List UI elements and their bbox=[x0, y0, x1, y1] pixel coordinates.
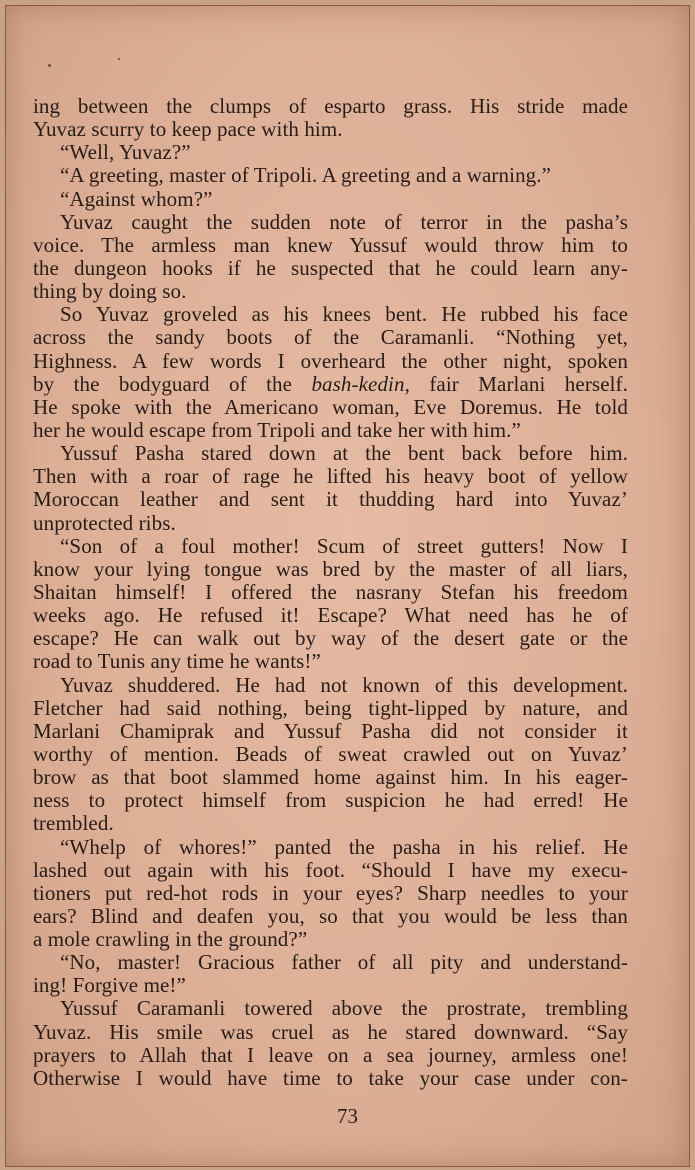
text-line: worthy of mention. Beads of sweat crawled out on Yuvaz’ bbox=[33, 741, 628, 766]
text-line: road to Tunis any time he wants!” bbox=[33, 649, 321, 674]
text-line: her he would escape from Tripoli and take her with him.” bbox=[33, 417, 521, 442]
text-line: know your lying tongue was bred by the master of all liars, bbox=[33, 556, 628, 581]
text-line: “Against whom?” bbox=[60, 186, 213, 211]
text-line: ing! Forgive me!” bbox=[33, 973, 186, 998]
text-line: “Whelp of whores!” panted the pasha in his relief. He bbox=[60, 834, 628, 859]
text-line: brow as that boot slammed home against him. In his eager- bbox=[33, 765, 628, 790]
italic-term: bash-kedin bbox=[311, 371, 405, 396]
text-line: Yussuf Caramanli towered above the prostrate, trembling bbox=[60, 996, 628, 1021]
text-line: So Yuvaz groveled as his knees bent. He rubbed his face bbox=[60, 302, 628, 327]
text-line: tioners put red-hot rods in your eyes? Sharp needles to your bbox=[33, 880, 628, 905]
ink-speck bbox=[48, 64, 51, 67]
text-line: voice. The armless man knew Yussuf would throw him to bbox=[33, 232, 628, 257]
text-line: Yuvaz. His smile was cruel as he stared downward. “Say bbox=[33, 1019, 628, 1044]
text-line: across the sandy boots of the Caramanli. “Nothing yet, bbox=[33, 325, 628, 350]
text-line: Yuvaz caught the sudden note of terror in the pasha’s bbox=[60, 209, 628, 234]
text-line: He spoke with the Americano woman, Eve Doremus. He told bbox=[33, 394, 628, 419]
text-line: Yuvaz shuddered. He had not known of this development. bbox=[60, 672, 628, 697]
text-line: Marlani Chamiprak and Yussuf Pasha did not consider it bbox=[33, 718, 628, 743]
text-line: Fletcher had said nothing, being tight-lipped by nature, and bbox=[33, 695, 628, 720]
text-line: “Son of a foul mother! Scum of street gutters! Now I bbox=[60, 533, 628, 558]
text-line: Yuvaz scurry to keep pace with him. bbox=[33, 117, 343, 142]
page-number: 73 bbox=[337, 1104, 358, 1128]
text-line: thing by doing so. bbox=[33, 279, 187, 304]
text-line: “A greeting, master of Tripoli. A greeting and a warning.” bbox=[60, 163, 552, 188]
text-line: Otherwise I would have time to take your case under con- bbox=[33, 1065, 628, 1090]
text-line: Shaitan himself! I offered the nasrany Stefan his freedom bbox=[33, 579, 628, 604]
text-line: Highness. A few words I overheard the other night, spoken bbox=[33, 348, 628, 373]
text-line: weeks ago. He refused it! Escape? What need has he of bbox=[33, 603, 628, 628]
text-line: trembled. bbox=[33, 811, 114, 836]
ink-speck bbox=[118, 58, 120, 60]
text-line: escape? He can walk out by way of the desert gate or the bbox=[33, 626, 628, 651]
text-line: by the bodyguard of the bash-kedin, fair Marlani herself. bbox=[33, 371, 628, 396]
text-line: unprotected ribs. bbox=[33, 510, 176, 535]
text-line: ness to protect himself from suspicion he had erred! He bbox=[33, 788, 628, 813]
text-line: “Well, Yuvaz?” bbox=[60, 140, 191, 165]
text-line: Yussuf Pasha stared down at the bent back before him. bbox=[60, 441, 628, 466]
text-line: “No, master! Gracious father of all pity and understand- bbox=[60, 950, 628, 975]
text-line: the dungeon hooks if he suspected that he could learn any- bbox=[33, 255, 628, 280]
text-line: prayers to Allah that I leave on a sea journey, armless one! bbox=[33, 1042, 628, 1067]
text-line: lashed out again with his foot. “Should I have my execu- bbox=[33, 857, 628, 882]
page-body-text bbox=[33, 95, 628, 1090]
text-line: Then with a roar of rage he lifted his heavy boot of yellow bbox=[33, 464, 628, 489]
text-line: a mole crawling in the ground?” bbox=[33, 927, 308, 952]
text-line: Moroccan leather and sent it thudding hard into Yuvaz’ bbox=[33, 487, 628, 512]
text-line: ing between the clumps of esparto grass. His stride made bbox=[33, 94, 628, 118]
text-line: ears? Blind and deafen you, so that you would be less than bbox=[33, 903, 628, 928]
